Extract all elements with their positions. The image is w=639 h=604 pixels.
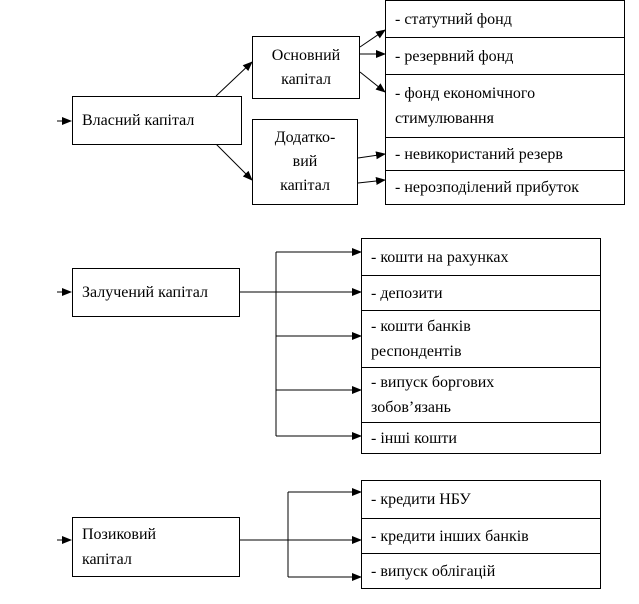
list-item-text: - кошти банків: [371, 318, 471, 335]
list-item-deposits: [362, 275, 600, 310]
list-item-correspondent-funds: [362, 310, 600, 367]
list-item-text: - інші кошти: [371, 429, 457, 447]
additional-capital-line-1: Додатко-: [274, 129, 336, 146]
arrow-own-to-additional: [216, 144, 252, 180]
list-item-text: респондентів: [371, 343, 462, 360]
arrow-main-to-incentive-fund: [360, 72, 385, 92]
loan-capital-box: [72, 517, 240, 577]
arrow-additional-to-retained-profit: [358, 180, 385, 183]
borrowed-capital-items-list: [361, 238, 601, 454]
own-capital-items-list: [385, 0, 625, 205]
borrowed-capital-box: [72, 268, 240, 317]
list-item-text: - невикористаний резерв: [395, 145, 563, 163]
additional-capital-box: [252, 119, 358, 205]
borrowed-capital-label: Залучений капітал: [82, 284, 208, 301]
list-item-other-funds: [362, 422, 600, 453]
list-item-text: - депозити: [371, 284, 443, 302]
list-item-text: зобов’язань: [371, 399, 451, 416]
list-item-incentive-fund: [386, 74, 624, 137]
list-item-text: - випуск облігацій: [371, 562, 496, 580]
list-item-other-bank-credits: [362, 518, 600, 553]
list-item-retained-profit: [386, 170, 624, 204]
list-item-text: - фонд економічного: [395, 85, 536, 102]
main-capital-line-1: Основний: [271, 46, 341, 64]
additional-capital-line-2: вий: [292, 153, 318, 170]
list-item-unused-reserve: [386, 137, 624, 170]
list-item-charter-fund: [386, 1, 624, 37]
list-item-text: - кредити інших банків: [371, 527, 529, 545]
main-capital-box: [252, 36, 360, 99]
list-item-text: - кошти на рахунках: [371, 248, 509, 266]
list-item-account-funds: [362, 239, 600, 275]
list-item-text: - статутний фонд: [395, 10, 512, 28]
list-item-text: - кредити НБУ: [371, 491, 471, 508]
arrow-additional-to-unused-reserve: [358, 154, 385, 158]
list-item-text: - випуск боргових: [371, 374, 495, 391]
list-item-text: стимулювання: [395, 110, 494, 127]
additional-capital-line-3: капітал: [280, 177, 330, 194]
own-capital-box: [72, 96, 242, 145]
list-item-text: - резервний фонд: [395, 47, 514, 65]
list-item-text: - нерозподілений прибуток: [395, 179, 579, 196]
own-capital-label: Власний капітал: [82, 112, 195, 129]
list-item-nbu-credits: [362, 481, 600, 518]
list-item-bond-issue: [362, 553, 600, 588]
list-item-debt-issue: [362, 367, 600, 422]
list-item-reserve-fund: [386, 37, 624, 74]
loan-capital-items-list: [361, 480, 601, 589]
loan-capital-line-2: капітал: [82, 551, 132, 568]
loan-capital-line-1: Позиковий: [82, 526, 157, 543]
arrow-main-to-charter-fund: [360, 30, 385, 47]
arrow-own-to-main: [216, 62, 252, 96]
main-capital-line-2: капітал: [281, 70, 331, 88]
